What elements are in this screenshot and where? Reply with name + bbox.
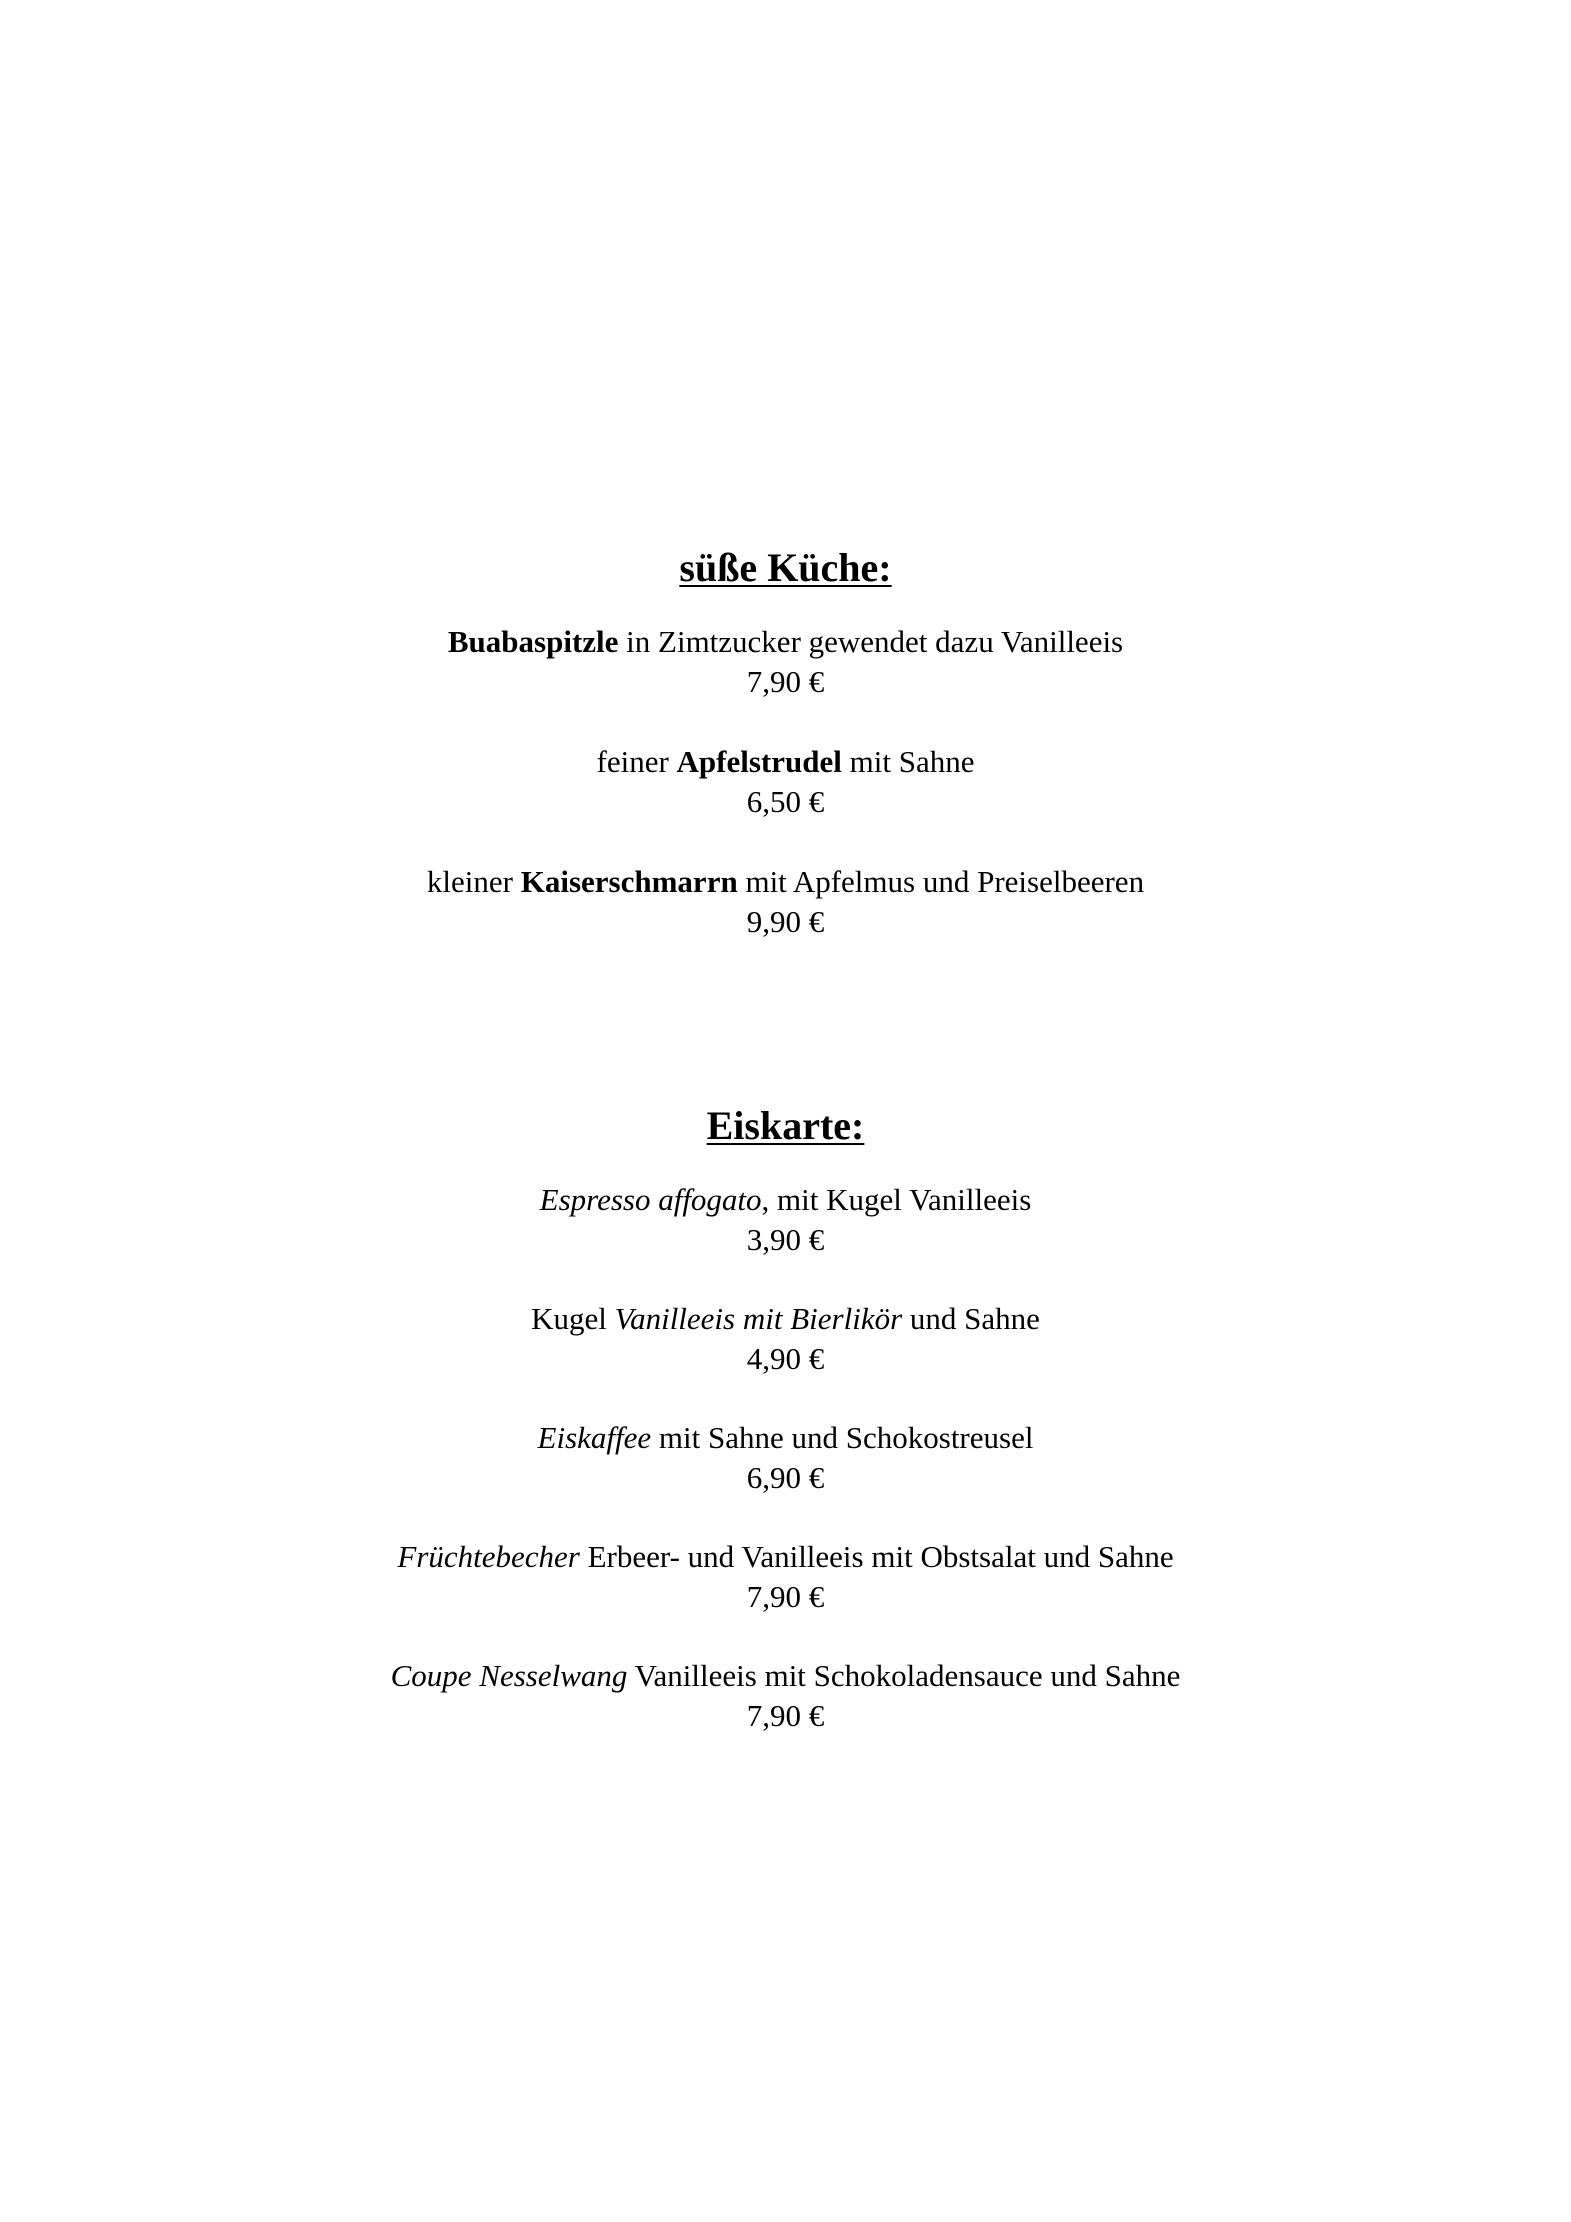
item-detail: Vanilleeis mit Schokoladensauce und Sahne bbox=[627, 1658, 1181, 1693]
item-detail: mit Sahne bbox=[841, 744, 975, 779]
ice-cream-heading: Eiskarte: bbox=[706, 1103, 865, 1148]
item-description bbox=[0, 1537, 1571, 1577]
item-price: 4,90 € bbox=[746, 1341, 825, 1376]
item-detail: in Zimtzucker gewendet dazu Vanilleeis bbox=[618, 624, 1124, 659]
item-price: 6,50 € bbox=[746, 784, 825, 819]
item-price: 7,90 € bbox=[746, 1698, 825, 1733]
item-description bbox=[0, 1656, 1571, 1696]
menu-item-fruechtebecher bbox=[0, 1537, 1571, 1617]
menu-item-coupe-nesselwang bbox=[0, 1656, 1571, 1736]
item-detail: , mit Kugel Vanilleeis bbox=[761, 1182, 1032, 1217]
item-description bbox=[0, 862, 1571, 902]
menu-item-espresso-affogato bbox=[0, 1180, 1571, 1260]
item-name: Apfelstrudel bbox=[676, 744, 842, 779]
item-name: Espresso affogato bbox=[539, 1182, 762, 1217]
item-name: Kaiserschmarrn bbox=[520, 864, 738, 899]
item-prefix: feiner bbox=[596, 744, 677, 779]
sweet-dishes-heading: süße Küche: bbox=[679, 545, 892, 590]
item-price: 3,90 € bbox=[746, 1222, 825, 1257]
item-description bbox=[0, 742, 1571, 782]
ice-cream-section bbox=[0, 1096, 1571, 1736]
item-prefix: kleiner bbox=[426, 864, 521, 899]
item-detail: Erbeer- und Vanilleeis mit Obstsalat und Sahne bbox=[579, 1539, 1174, 1574]
item-name: Eiskaffee bbox=[537, 1420, 652, 1455]
item-detail: mit Apfelmus und Preiselbeeren bbox=[737, 864, 1145, 899]
item-price: 7,90 € bbox=[746, 1579, 825, 1614]
item-description bbox=[0, 1418, 1571, 1458]
item-name: Früchtebecher bbox=[397, 1539, 580, 1574]
item-name: Buabaspitzle bbox=[447, 624, 619, 659]
menu-item-buabaspitzle bbox=[0, 622, 1571, 702]
sweet-dishes-section bbox=[0, 538, 1571, 942]
item-price: 7,90 € bbox=[746, 664, 825, 699]
item-detail: mit Sahne und Schokostreusel bbox=[651, 1420, 1034, 1455]
item-name: Coupe Nesselwang bbox=[390, 1658, 628, 1693]
item-description bbox=[0, 1299, 1571, 1339]
menu-item-apfelstrudel bbox=[0, 742, 1571, 822]
item-description bbox=[0, 622, 1571, 662]
item-detail: und Sahne bbox=[902, 1301, 1040, 1336]
menu-item-kaiserschmarrn bbox=[0, 862, 1571, 942]
item-name: Vanilleeis mit Bierlikör bbox=[614, 1301, 903, 1336]
item-price: 9,90 € bbox=[746, 904, 825, 939]
item-prefix: Kugel bbox=[531, 1301, 615, 1336]
menu-item-eiskaffee bbox=[0, 1418, 1571, 1498]
item-description bbox=[0, 1180, 1571, 1220]
item-price: 6,90 € bbox=[746, 1460, 825, 1495]
menu-item-vanilleeis-bierlikoer bbox=[0, 1299, 1571, 1379]
